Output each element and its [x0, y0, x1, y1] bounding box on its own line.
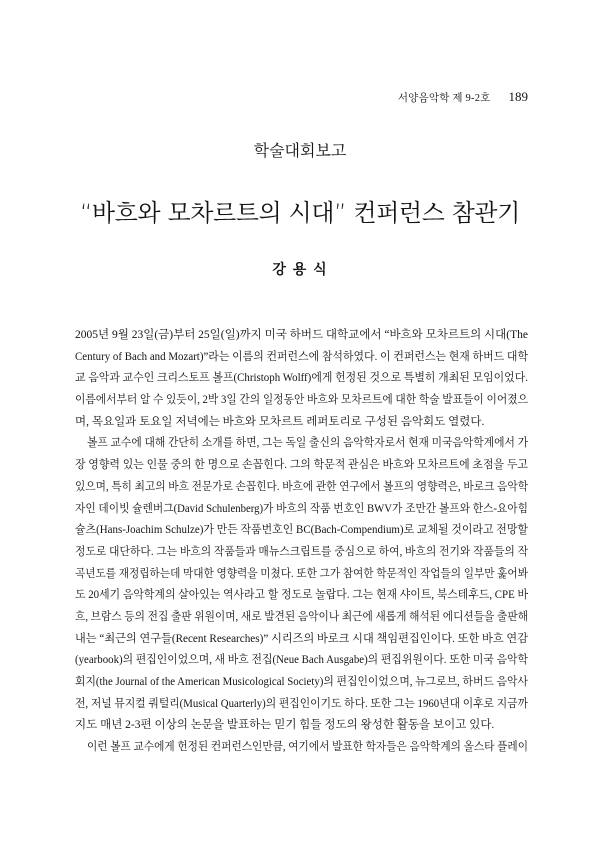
line-text: 지도 매년 2-3편 이상의 논문을 발표하는 믿기 힘들 정도의 왕성한 활동을 보이고 있다.: [75, 719, 495, 732]
journal-name: 서양음악학 제 9-2호: [397, 93, 491, 104]
text-line: [75, 325, 528, 347]
text-line: [75, 542, 528, 564]
text-line: [87, 737, 528, 759]
text-line: [75, 715, 528, 737]
line-text: 이름에서부터 알 수 있듯이, 2박 3일 간의 일정동안 바흐와 모차르트에 대한 학술 발표들이 이어졌으: [75, 394, 528, 407]
text-line: [75, 347, 528, 369]
paragraph-2: [75, 433, 528, 737]
line-text: (yearbook)의 편집인이었으며, 새 바흐 전집(Neue Bach Ausgabe)의 편집위원이다. 또한 미국 음악학: [75, 654, 529, 667]
text-line: [75, 585, 528, 607]
text-line: [75, 694, 528, 716]
text-line: [75, 629, 528, 651]
line-text: 자인 데이빗 슐렌버그(David Schulenberg)가 바흐의 작품 번호인 BWV가 조만간 볼프와 한스-요아힘: [75, 502, 528, 515]
article-body: [75, 325, 528, 759]
text-line: [75, 412, 528, 434]
text-line: [75, 520, 528, 542]
author-name: [200, 261, 400, 279]
line-text: Century of Bach and Mozart)”라는 이름의 컨퍼런스에 참석하였다. 이 컨퍼런스는 현재 하버드 대학: [75, 350, 528, 363]
line-text: 흐, 브람스 등의 전집 출판 위원이며, 새로 발견된 음악이나 최근에 새롭게 해석된 에디션들을 출판해: [75, 610, 529, 623]
section-label: [100, 141, 500, 161]
line-text: 이런 볼프 교수에게 헌정된 컨퍼런스인만큼, 여기에서 발표한 학자들은 음악학계의 올스타 플레이: [87, 741, 528, 754]
paragraph-1: [75, 325, 528, 433]
line-text: 장 영향력 있는 인물 중의 한 명으로 손꼽힌다. 그의 학문적 관심은 바흐와 모차르트에 초점을 두고: [75, 459, 528, 472]
section-label-text: 학술대회보고: [253, 141, 347, 160]
line-text: 있으며, 특히 최고의 바흐 전문가로 손꼽힌다. 바흐에 관한 연구에서 볼프의 영향력은, 바로크 음악학: [75, 480, 529, 493]
running-head: [398, 89, 528, 105]
text-line: [75, 390, 528, 412]
line-text: 정도로 대단하다. 그는 바흐의 작품들과 매뉴스크립트를 중심으로 하여, 바흐의 전기와 작품들의 작: [75, 545, 529, 558]
article-title: [80, 197, 520, 229]
text-line: [75, 499, 528, 521]
text-line: [75, 607, 528, 629]
line-text: 전, 저널 뮤지컬 쿼털리(Musical Quarterly)의 편집인이기도 하다. 또한 그는 1960년대 이후로 지금까: [75, 697, 528, 710]
paragraph-3: [75, 737, 528, 759]
line-text: 도 20세기 음악학계의 살아있는 역사라고 할 정도로 놀랍다. 그는 현재 샤이트, 북스테후드, CPE 바: [75, 589, 529, 602]
line-text: 곡년도를 재정립하는데 막대한 영향력을 미쳤다. 또한 그가 참여한 학문적인 작업들의 일부만 훑어봐: [75, 567, 528, 580]
line-text: 며, 목요일과 토요일 저녁에는 바흐와 모차르트 레퍼토리로 구성된 음악회도 열렸다.: [75, 415, 485, 428]
line-text: 교 음악과 교수인 크리스토프 볼프(Christoph Wolff)에게 헌정된 것으로 특별히 개최된 모임이었다.: [75, 372, 528, 385]
line-text: 회지(the Journal of the American Musicological Society)의 편집인이었으며, 뉴그로브, 하버드 음악사: [75, 676, 528, 688]
text-line: [75, 650, 528, 672]
text-line: [75, 477, 528, 499]
line-text: 2005년 9월 23일(금)부터 25일(일)까지 미국 하버드 대학교에서 “바흐와 모차르트의 시대(The: [75, 329, 528, 341]
author-name-text: 강 용 식: [272, 262, 328, 278]
text-line: [87, 433, 528, 455]
text-line: [75, 564, 528, 586]
article-title-text: “바흐와 모차르트의 시대” 컨퍼런스 참관기: [80, 199, 521, 227]
text-line: [75, 368, 528, 390]
text-line: [75, 455, 528, 477]
line-text: 슐츠(Hans-Joachim Schulze)가 만든 작품번호인 BC(Bach-Compendium)로 교체될 것이라고 전망할: [75, 524, 529, 537]
text-line: [75, 672, 528, 694]
line-text: 볼프 교수에 대해 간단히 소개를 하면, 그는 독일 출신의 음악학자로서 현재 미국음악학계에서 가: [87, 437, 529, 450]
line-text: 내는 “최근의 연구들(Recent Researches)” 시리즈의 바로크 시대 책임편집인이다. 또한 바흐 연감: [75, 632, 528, 645]
page-number: 189: [508, 89, 528, 104]
